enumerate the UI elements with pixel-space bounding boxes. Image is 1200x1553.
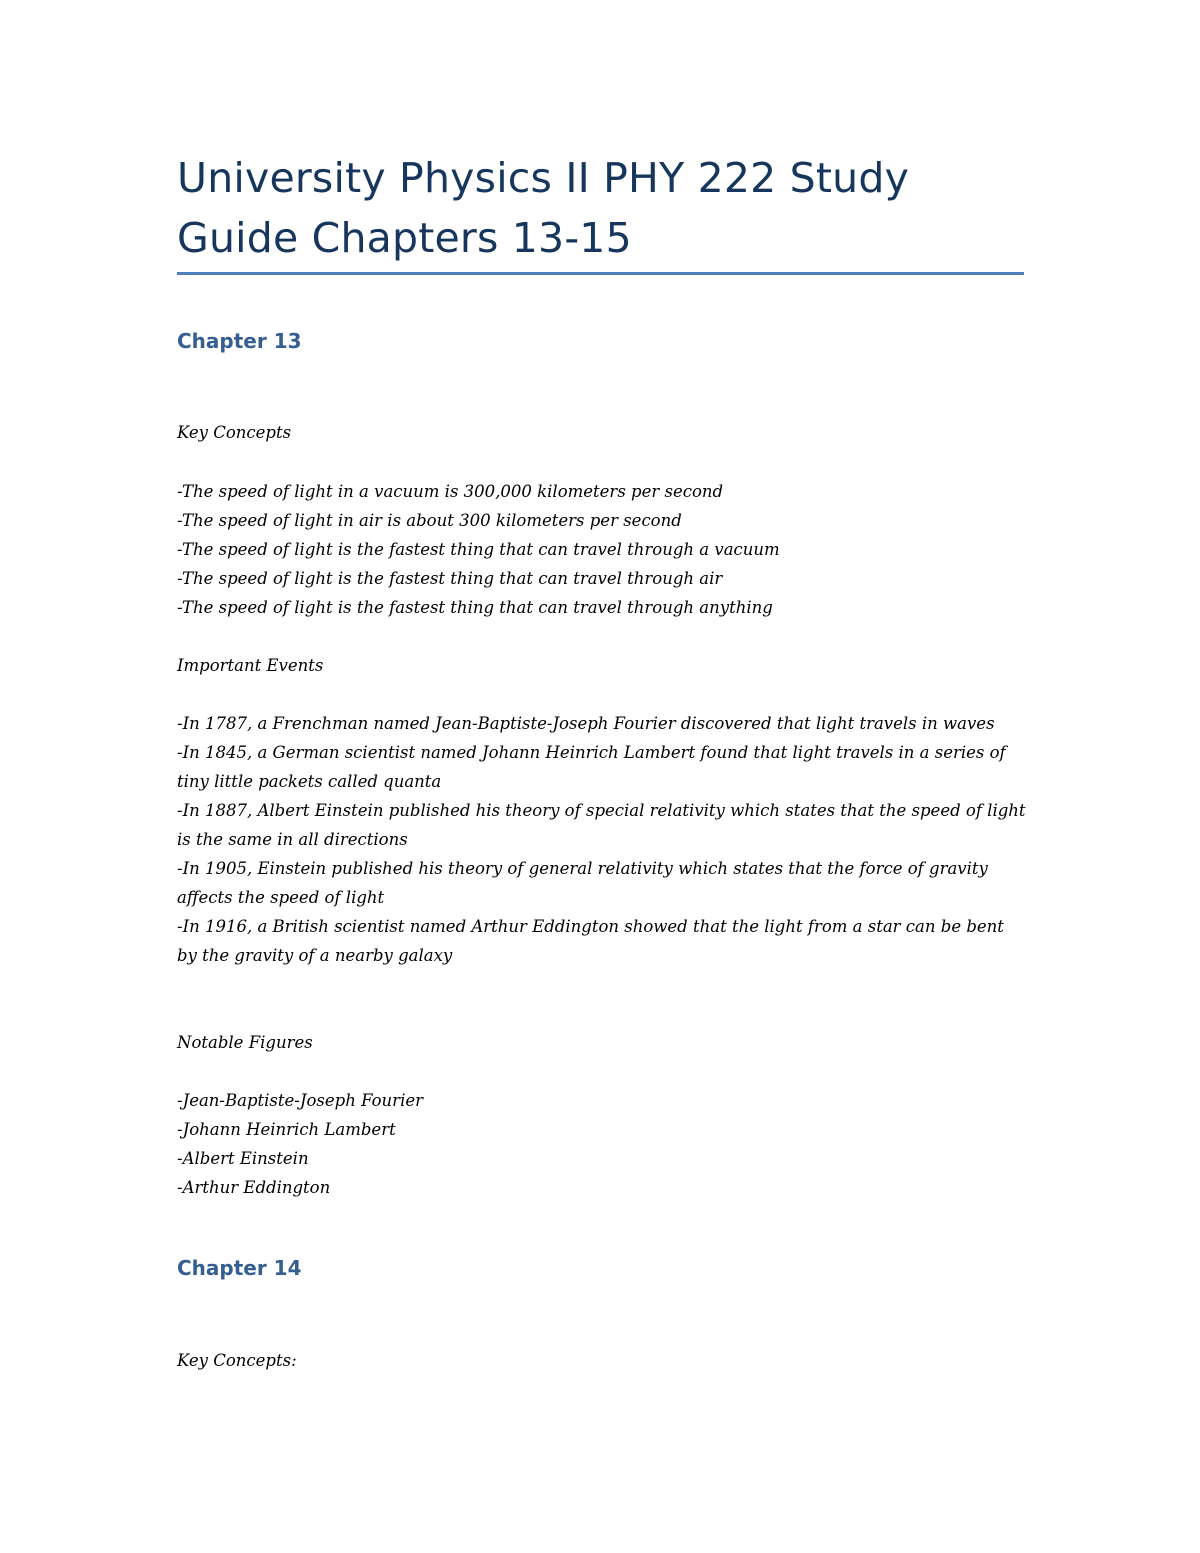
key-concepts-label: Key Concepts (177, 423, 292, 442)
important-events-label: Important Events (177, 656, 324, 675)
chapter-13-heading: Chapter 13 (177, 329, 302, 353)
list-item: -In 1905, Einstein published his theory of general relativity which states that the force of gravity affects the speed of light (177, 859, 988, 907)
notable-figures-label: Notable Figures (177, 1033, 313, 1052)
title-underline (177, 272, 1024, 275)
list-item: -In 1916, a British scientist named Arthur Eddington showed that the light from a star can be bent by the gravity of a nearby galaxy (177, 917, 1004, 965)
list-item: -Albert Einstein (177, 1149, 309, 1168)
document-title: University Physics II PHY 222 Study Guide Chapters 13-15 (177, 154, 910, 262)
list-item: -In 1845, a German scientist named Johann Heinrich Lambert found that light travels in a series of tiny little packets called quanta (177, 743, 1006, 791)
list-item: -The speed of light in a vacuum is 300,000 kilometers per second (177, 482, 724, 501)
key-concepts-label: Key Concepts: (177, 1351, 297, 1370)
list-item: -The speed of light is the fastest thing that can travel through a vacuum (177, 540, 780, 559)
list-item: -Arthur Eddington (177, 1178, 331, 1197)
chapter-14-heading: Chapter 14 (177, 1256, 302, 1280)
list-item: -Jean-Baptiste-Joseph Fourier (177, 1091, 424, 1110)
list-item: -The speed of light is the fastest thing that can travel through anything (177, 598, 773, 617)
important-events-list (177, 709, 1027, 970)
list-item: -The speed of light in air is about 300 kilometers per second (177, 511, 682, 530)
key-concepts-list (177, 477, 1037, 622)
list-item: -Johann Heinrich Lambert (177, 1120, 396, 1139)
list-item: -In 1887, Albert Einstein published his theory of special relativity which states that the speed of light is the same in all directions (177, 801, 1026, 849)
notable-figures-list (177, 1086, 1037, 1202)
list-item: -The speed of light is the fastest thing that can travel through air (177, 569, 723, 588)
list-item: -In 1787, a Frenchman named Jean-Baptiste-Joseph Fourier discovered that light travels in waves (177, 714, 995, 733)
